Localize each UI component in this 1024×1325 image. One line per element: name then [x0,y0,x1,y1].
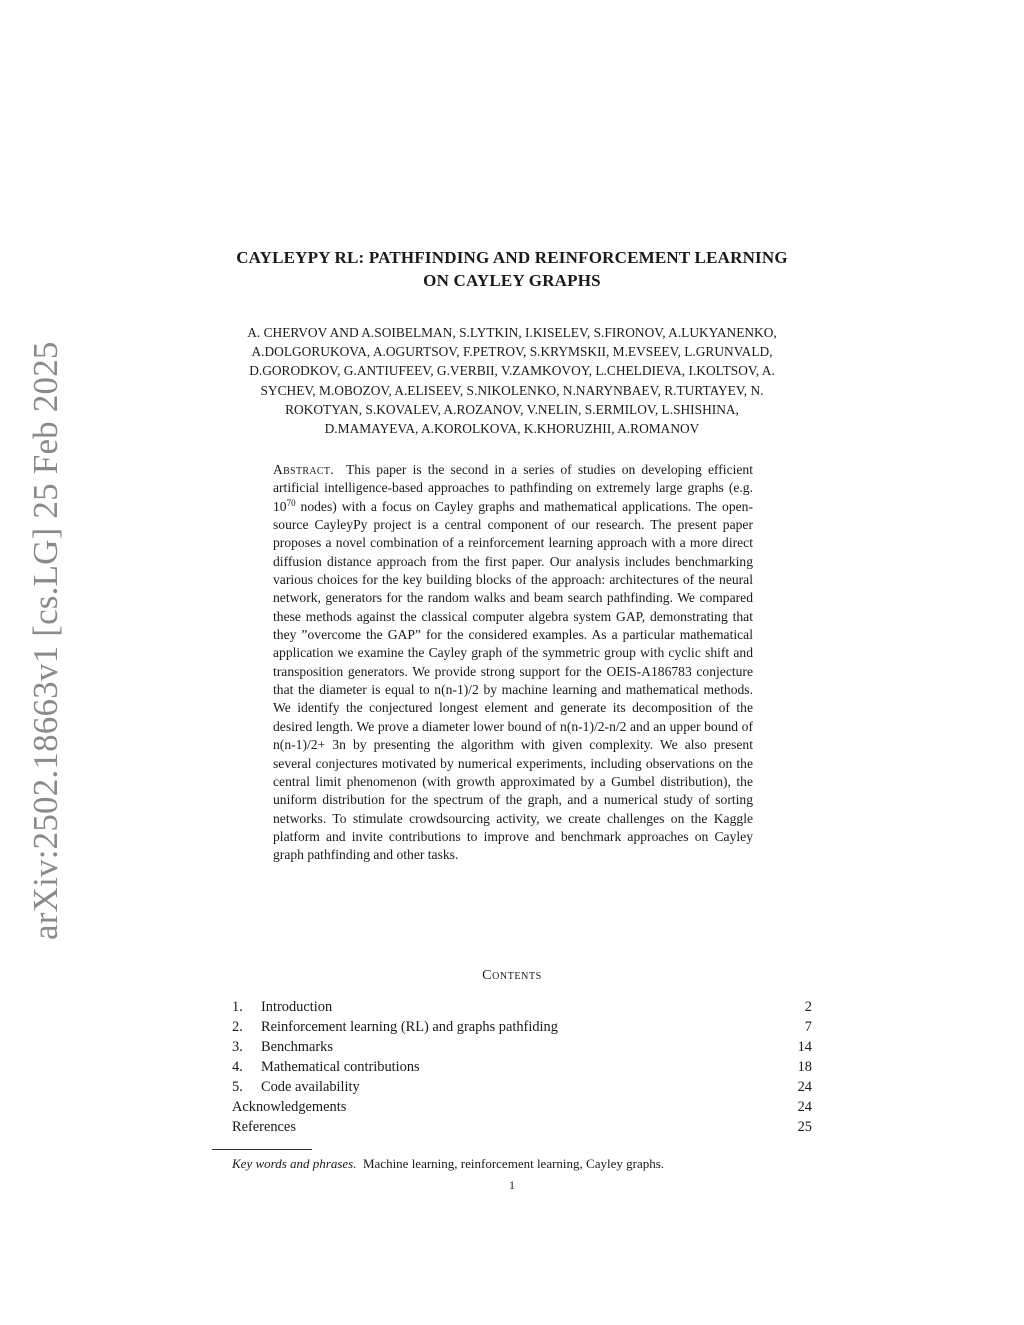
abstract-power-exponent: 70 [286,497,296,508]
toc-number: 1. [232,999,243,1015]
author-list [150,323,874,438]
abstract-text-part-2: nodes) with a focus on Cayley graphs and mathematical applications. The open-source CayleyPy project is a central component of our research. The present paper proposes a novel combination of a reinforcement learning approach with a more direct diffusion distance approach from the first paper. Our analysis includes benchmarking various choices for the key building blocks of the approach: architectures of the neural network, generators for the random walks and beam search pathfinding. We compared these methods against the classical computer algebra system GAP, demonstrating that they ”overcome the GAP” for the considered examples. As a particular mathematical application we examine the Cayley graph of the symmetric group with cyclic shift and transposition generators. We provide strong support for the OEIS-A186783 conjecture that the diameter is equal to n(n-1)/2 by machine learning and mathematical methods. We identify the conjectured longest element and generate its decomposition of the desired length. We prove a diameter lower bound of n(n-1)/2-n/2 and an upper bound of n(n-1)/2+ 3n by presenting the algorithm with given complexity. We also present several conjectures motivated by numerical experiments, including observations on the central limit phenomenon (with growth approximated by a Gumbel distribution), the uniform distribution for the spectrum of the graph, and a numerical study of sorting networks. To stimulate crowdsourcing activity, we create challenges on the Kaggle platform and invite contributions to improve and benchmark approaches on Cayley graph pathfinding and other tasks. [273,498,753,863]
page-number: 1 [509,1178,515,1192]
toc-entry[interactable] [232,1017,812,1037]
toc-page: 14 [797,1039,812,1055]
toc-number: 3. [232,1039,243,1055]
author-line: D.GORODKOV, G.ANTIUFEEV, G.VERBII, V.ZAMKOVOY, L.CHELDIEVA, I.KOLTSOV, A. [249,363,775,379]
toc-entry[interactable] [232,1117,812,1137]
paper-title [150,246,874,292]
abstract-text-part-1: This paper is the second in a series of studies on developing efficient artificial intelligence-based approaches to pathfinding on extremely large graphs (e.g. [273,462,754,496]
contents-heading: Contents [482,968,542,983]
author-line: D.MAMAYEVA, A.KOROLKOVA, K.KHORUZHII, A.ROMANOV [324,421,700,437]
footnote-divider [212,1149,312,1150]
author-line: A.DOLGORUKOVA, A.OGURTSOV, F.PETROV, S.KRYMSKII, M.EVSEEV, L.GRUNVALD, [251,344,773,360]
toc-label: Code availability [261,1079,360,1095]
abstract [273,461,753,865]
arxiv-identifier: arXiv:2502.18663v1 [cs.LG] 25 Feb 2025 [26,341,65,940]
toc-label: Mathematical contributions [261,1059,420,1075]
toc-label: Acknowledgements [232,1099,347,1115]
toc-label: Introduction [261,999,333,1015]
title-line-1: CAYLEYPY RL: PATHFINDING AND REINFORCEMENT LEARNING [236,248,788,267]
toc-page: 24 [797,1099,812,1115]
toc-page: 7 [804,1019,812,1035]
toc-page: 25 [797,1119,812,1135]
abstract-power-base: 10 [273,498,287,514]
table-of-contents [232,997,812,1137]
toc-label: Reinforcement learning (RL) and graphs pathfiding [261,1019,558,1035]
toc-entry[interactable] [232,997,812,1017]
toc-entry[interactable] [232,1037,812,1057]
toc-entry[interactable] [232,1057,812,1077]
toc-number: 2. [232,1019,243,1035]
title-line-2: ON CAYLEY GRAPHS [423,271,601,290]
toc-entry[interactable] [232,1077,812,1097]
toc-page: 24 [797,1079,812,1095]
toc-label: Benchmarks [261,1039,333,1055]
keywords-text: Machine learning, reinforcement learning, Cayley graphs. [362,1156,665,1171]
abstract-label: Abstract. [273,462,334,477]
keywords-label: Key words and phrases. [232,1156,357,1171]
toc-entry[interactable] [232,1097,812,1117]
toc-number: 5. [232,1079,243,1095]
toc-page: 2 [804,999,812,1015]
toc-page: 18 [797,1059,812,1075]
author-line: ROKOTYAN, S.KOVALEV, A.ROZANOV, V.NELIN, S.ERMILOV, L.SHISHINA, [285,401,739,417]
toc-label: References [232,1119,296,1135]
author-line: A. CHERVOV AND A.SOIBELMAN, S.LYTKIN, I.KISELEV, S.FIRONOV, A.LUKYANENKO, [247,325,777,340]
keywords-footnote [232,1155,832,1173]
toc-number: 4. [232,1059,243,1075]
author-line: SYCHEV, M.OBOZOV, A.ELISEEV, S.NIKOLENKO, N.NARYNBAEV, R.TURTAYEV, N. [260,382,764,398]
